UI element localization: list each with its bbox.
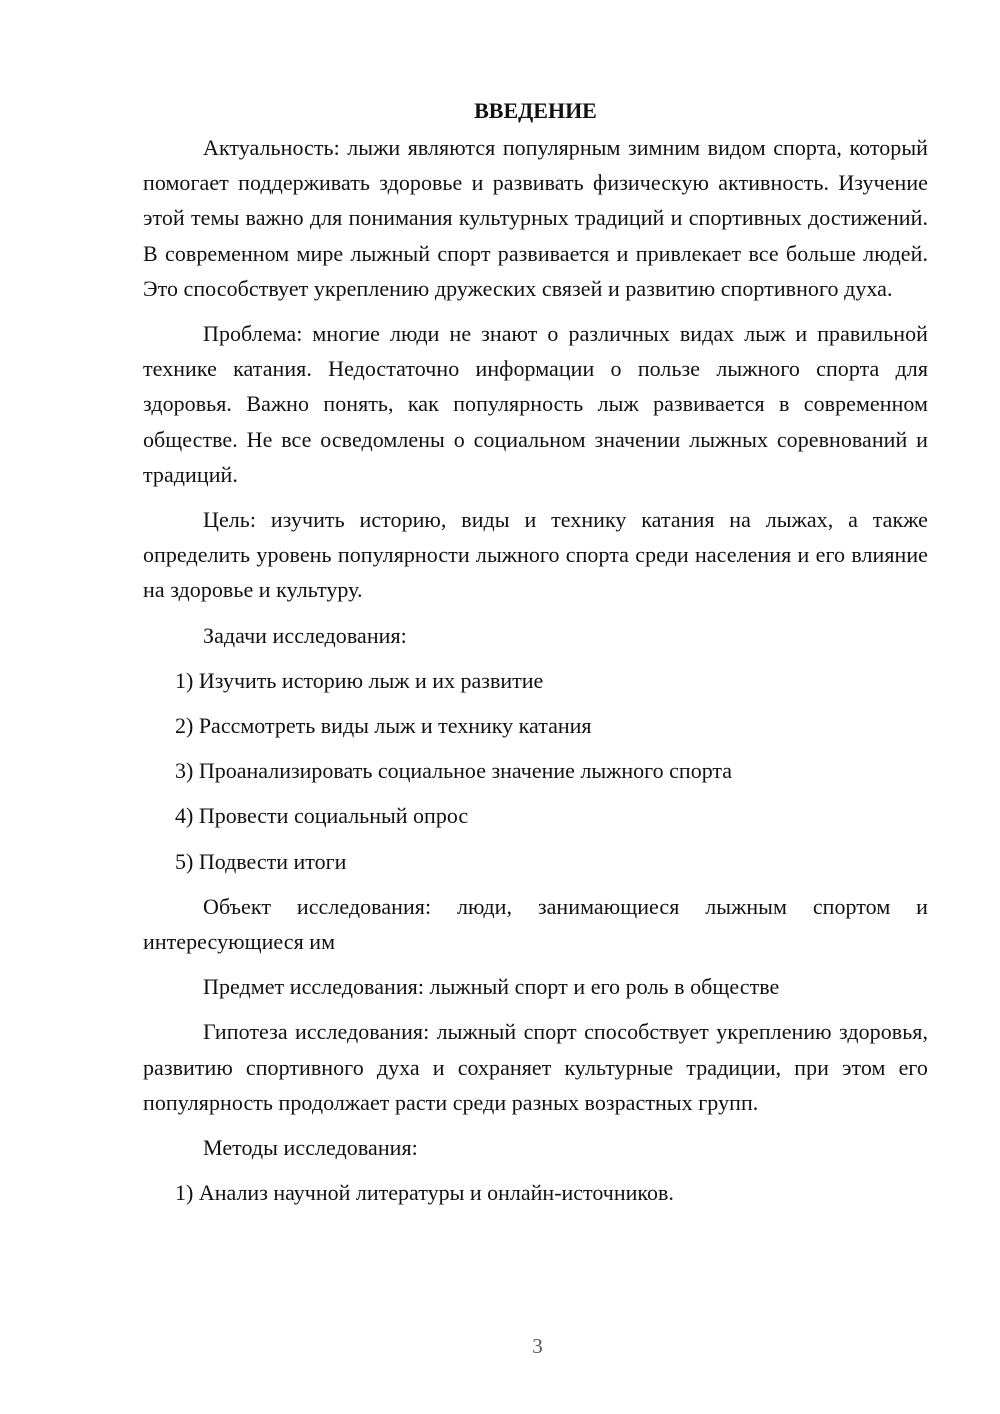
hypothesis-paragraph: Гипотеза исследования: лыжный спорт способствует укреплению здоровья, развитию спортивного духа и сохраняет культурные традиции, при этом его популярность продолжает расти среди разных возрастных групп. bbox=[143, 1019, 928, 1115]
page-title: ВВЕДЕНИЕ bbox=[474, 98, 597, 123]
task-item: 1) Изучить историю лыж и их развитие bbox=[175, 667, 544, 693]
relevance-paragraph: Актуальность: лыжи являются популярным зимним видом спорта, который помогает поддерживать здоровье и развивать физическую активность. Изучение этой темы важно для понимания культурных традиций и спортивных достижений. В современном мире лыжный спорт развивается и привлекает все больше людей. Это способствует укреплению дружеских связей и развитию спортивного духа. bbox=[143, 135, 928, 301]
object-paragraph: Объект исследования: люди, занимающиеся лыжным спортом и интересующиеся им bbox=[143, 893, 928, 955]
methods-heading: Методы исследования: bbox=[203, 1135, 418, 1161]
task-item: 3) Проанализировать социальное значение лыжного спорта bbox=[175, 758, 733, 784]
document-page bbox=[143, 94, 928, 1220]
methods-list bbox=[143, 1175, 928, 1210]
task-item: 4) Провести социальный опрос bbox=[175, 803, 469, 829]
task-item: 2) Рассмотреть виды лыж и технику катания bbox=[175, 713, 592, 739]
tasks-heading: Задачи исследования: bbox=[203, 622, 407, 648]
method-item: 1) Анализ научной литературы и онлайн-источников. bbox=[175, 1180, 674, 1206]
page-number: 3 bbox=[532, 1334, 543, 1358]
problem-paragraph: Проблема: многие люди не знают о различных видах лыж и правильной технике катания. Недостаточно информации о пользе лыжного спорта для здоровья. Важно понять, как популярность лыж развивается в современном обществе. Не все осведомлены о социальном значении лыжных соревнований и традиций. bbox=[143, 321, 928, 487]
goal-paragraph: Цель: изучить историю, виды и технику катания на лыжах, а также определить уровень популярности лыжного спорта среди населения и его влияние на здоровье и культуру. bbox=[143, 507, 928, 603]
tasks-list bbox=[143, 663, 928, 879]
task-item: 5) Подвести итоги bbox=[175, 848, 347, 874]
subject-paragraph: Предмет исследования: лыжный спорт и его роль в обществе bbox=[203, 974, 780, 1000]
